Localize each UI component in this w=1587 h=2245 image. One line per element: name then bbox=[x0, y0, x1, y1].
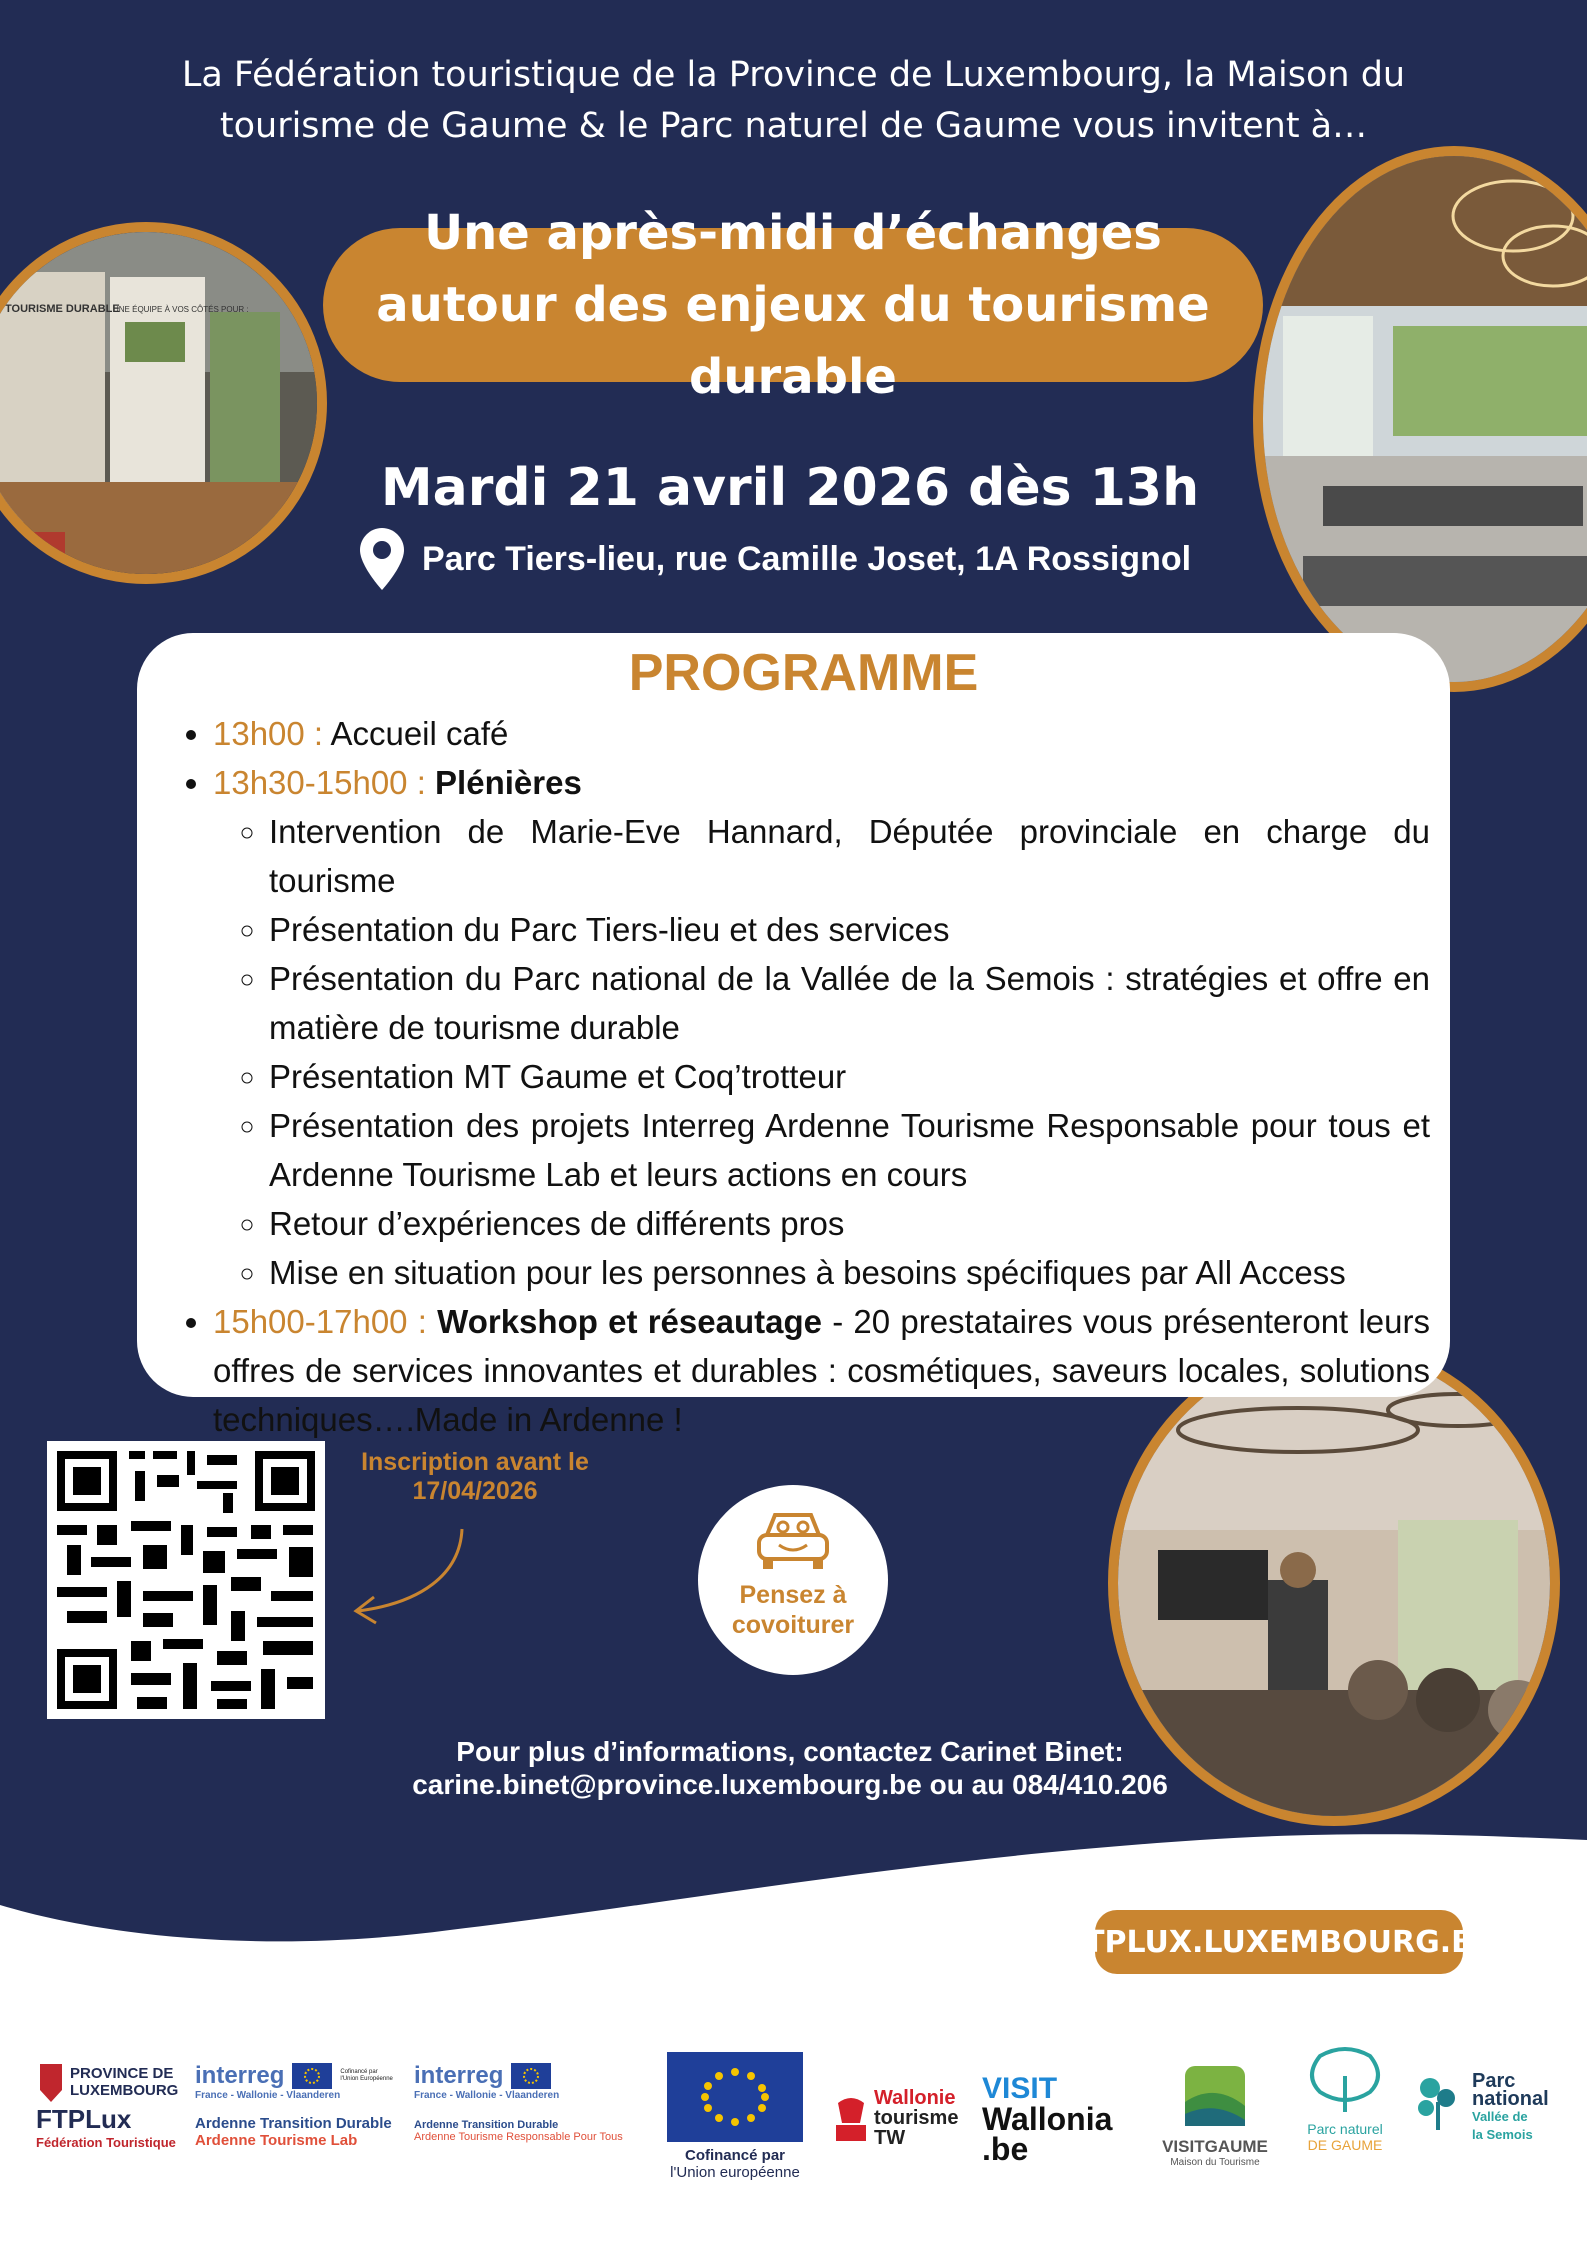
logo-eu bbox=[660, 2052, 810, 2181]
carpool-line2: covoiturer bbox=[731, 1611, 855, 1639]
logo-text: Ardenne Transition Durable bbox=[195, 2115, 392, 2132]
programme-subitem: ◦ Mise en situation pour les personnes à besoins spécifiques par All Access bbox=[269, 1248, 1430, 1297]
logo-text: .be bbox=[982, 2131, 1029, 2167]
programme-subitem: ◦ Présentation MT Gaume et Coq’trotteur bbox=[269, 1052, 1430, 1101]
photo-exhibition-stand-image bbox=[0, 232, 317, 574]
logo-text: VISITGAUME bbox=[1162, 2137, 1268, 2156]
logo-text: VISIT bbox=[982, 2072, 1058, 2105]
rooster-icon bbox=[834, 2093, 868, 2143]
logo-wallonie-tourisme bbox=[834, 2088, 964, 2148]
logo-parc-national-semois bbox=[1410, 2072, 1570, 2144]
logo-text: Parc naturel bbox=[1307, 2121, 1383, 2137]
car-icon bbox=[753, 1507, 833, 1573]
programme-subitem: ◦ Présentation des projets Interreg Ardenne Tourisme Responsable pour tous et Ardenne Tourisme Lab et leurs actions en cours bbox=[269, 1101, 1430, 1199]
logo-visit-wallonia bbox=[982, 2072, 1122, 2167]
location-pin-icon bbox=[360, 528, 404, 590]
event-location bbox=[360, 528, 1260, 590]
logo-text: national bbox=[1472, 2088, 1549, 2110]
programme-bold: Workshop et réseautage bbox=[437, 1303, 822, 1340]
arrow-icon bbox=[350, 1525, 470, 1625]
lion-crest-icon bbox=[36, 2060, 66, 2104]
intro-text: La Fédération touristique de la Province de Luxembourg, la Maison du tourisme de Gaume & le Parc naturel de Gaume vous invitent à… bbox=[181, 55, 1406, 146]
programme-list bbox=[177, 709, 1430, 1444]
stand-sign-2: UNE ÉQUIPE À VOS CÔTÉS POUR : bbox=[113, 305, 249, 314]
contact-email-phone[interactable]: carine.binet@province.luxembourg.be ou au 084/410.206 bbox=[412, 1769, 1168, 1800]
programme-subitem: ◦ Intervention de Marie-Eve Hannard, Députée provinciale en charge du tourisme bbox=[269, 807, 1430, 905]
logo-parc-naturel-gaume bbox=[1290, 2046, 1400, 2153]
logo-text: Wallonia bbox=[982, 2101, 1113, 2137]
programme-card bbox=[137, 633, 1450, 1438]
logo-text: Parc bbox=[1472, 2070, 1516, 2092]
programme-text: - 20 prestataires vous présenteront leurs offres de services innovantes et durables : cosmétiques, saveurs locales, solutions techniques….Made in Ardenne ! bbox=[213, 1303, 1430, 1438]
registration-qr-code[interactable] bbox=[47, 1441, 325, 1719]
logo-text: DE GAUME bbox=[1307, 2137, 1383, 2153]
programme-item bbox=[213, 709, 1430, 758]
programme-heading: PROGRAMME bbox=[628, 644, 979, 702]
logo-text: France - Wallonie - Vlaanderen bbox=[195, 2090, 341, 2101]
location-text: Parc Tiers-lieu, rue Camille Joset, 1A Rossignol bbox=[422, 539, 1192, 578]
contact-info bbox=[340, 1735, 1240, 1801]
stand-sign-1: TOURISME DURABLE bbox=[5, 303, 120, 315]
logo-text: TW bbox=[874, 2127, 906, 2149]
landscape-icon bbox=[1175, 2062, 1255, 2132]
logo-text: Fédération Touristique bbox=[36, 2135, 176, 2150]
logo-text: la Semois bbox=[1472, 2127, 1533, 2142]
qr-code-icon bbox=[47, 1441, 325, 1719]
logo-text: Vallée de bbox=[1472, 2109, 1528, 2124]
logo-text: Ardenne Tourisme Responsable Pour Tous bbox=[414, 2131, 623, 2143]
eu-flag-icon bbox=[667, 2052, 803, 2142]
programme-time: 15h00-17h00 : bbox=[213, 1303, 427, 1340]
programme-time: 13h00 : bbox=[213, 715, 324, 752]
leaf-icon bbox=[1410, 2072, 1466, 2132]
logo-text: Cofinancé par l'Union Européenne bbox=[340, 2069, 393, 2082]
registration-date: 17/04/2026 bbox=[412, 1477, 538, 1505]
registration-deadline bbox=[340, 1448, 610, 1506]
logo-text: interreg bbox=[414, 2062, 504, 2089]
programme-item bbox=[213, 1297, 1430, 1444]
event-title-banner bbox=[323, 205, 1263, 405]
logo-visit-gaume bbox=[1150, 2062, 1280, 2168]
programme-subitem: ◦ Retour d’expériences de différents pros bbox=[269, 1199, 1430, 1248]
programme-subitem: ◦ Présentation du Parc national de la Vallée de la Semois : stratégies et offre en matière de tourisme durable bbox=[269, 954, 1430, 1052]
logo-text: Wallonie bbox=[874, 2087, 956, 2109]
eu-flag-icon bbox=[292, 2063, 332, 2089]
contact-line: Pour plus d’informations, contactez Carinet Binet: bbox=[456, 1736, 1124, 1767]
programme-time: 13h30-15h00 : bbox=[213, 764, 426, 801]
programme-sublist bbox=[213, 807, 1430, 1297]
programme-item bbox=[213, 758, 1430, 1297]
photo-conference-room-image bbox=[1263, 156, 1587, 682]
logo-text: FTPLux bbox=[36, 2104, 132, 2134]
logo-text: Ardenne Tourisme Lab bbox=[195, 2132, 358, 2149]
logo-text: l'Union européenne bbox=[670, 2164, 800, 2181]
logo-text: Cofinancé par bbox=[684, 2147, 786, 2164]
logo-text: Maison du Tourisme bbox=[1170, 2157, 1260, 2168]
website-link[interactable]: FTPLUX.LUXEMBOURG.BE bbox=[1095, 1910, 1463, 1974]
event-date: Mardi 21 avril 2026 dès 13h bbox=[380, 458, 1200, 518]
logo-text: PROVINCE DE bbox=[70, 2065, 174, 2082]
logo-interreg-responsable bbox=[414, 2062, 654, 2143]
logo-text: France - Wallonie - Vlaanderen bbox=[414, 2090, 560, 2101]
event-title: Une après-midi d’échanges autour des enjeux du tourisme durable bbox=[376, 205, 1210, 405]
programme-text: Accueil café bbox=[330, 715, 509, 752]
logo-interreg-lab bbox=[195, 2062, 405, 2149]
eu-flag-icon bbox=[511, 2063, 551, 2089]
logo-text: LUXEMBOURG bbox=[70, 2082, 179, 2099]
carpool-line1: Pensez à bbox=[739, 1581, 847, 1609]
registration-label: Inscription avant le bbox=[361, 1448, 589, 1476]
logo-ftplux bbox=[36, 2060, 186, 2150]
logo-text: interreg bbox=[195, 2062, 285, 2089]
carpool-badge bbox=[698, 1485, 888, 1675]
tree-icon bbox=[1300, 2046, 1390, 2116]
logo-text: tourisme bbox=[874, 2107, 959, 2129]
logo-text: Ardenne Transition Durable bbox=[414, 2119, 559, 2131]
programme-subitem: ◦ Présentation du Parc Tiers-lieu et des services bbox=[269, 905, 1430, 954]
programme-bold: Plénières bbox=[435, 764, 582, 801]
